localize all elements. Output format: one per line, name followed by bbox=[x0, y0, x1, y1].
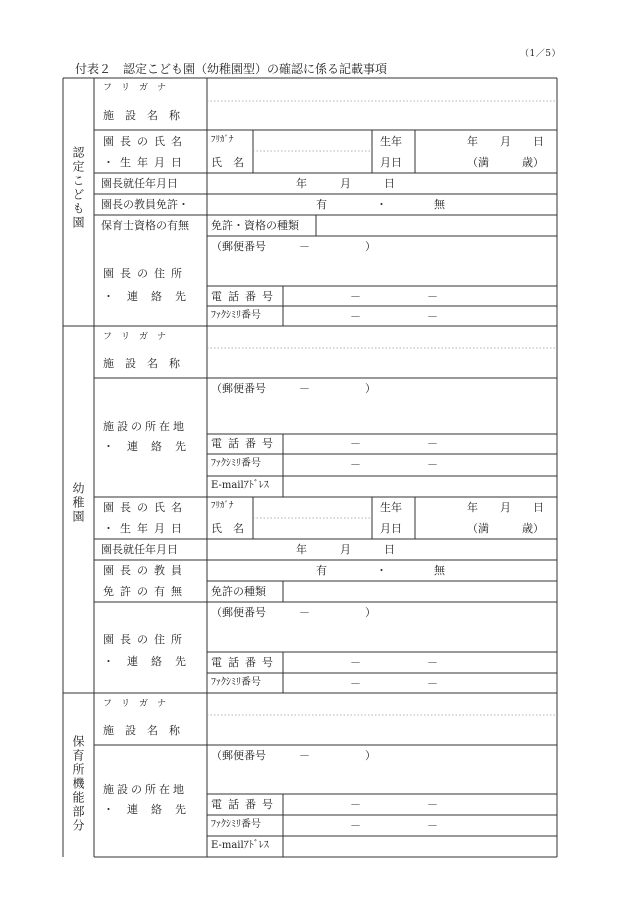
label-furigana-small: ﾌﾘｶﾞﾅ bbox=[211, 135, 234, 145]
label-yubin: （郵便番号 － ） bbox=[211, 749, 376, 762]
section-yochien-label: 幼稚園 bbox=[71, 482, 85, 524]
value-fax-dashes: － － bbox=[350, 458, 438, 471]
value-fax-dashes: － － bbox=[350, 819, 438, 832]
label-shozai-l1: 施設の所在地 bbox=[103, 783, 187, 796]
label-fax: ﾌｧｸｼﾐﾘ番号 bbox=[211, 819, 261, 830]
label-email: E-mailｱﾄﾞﾚｽ bbox=[211, 480, 269, 491]
label-furigana-small: ﾌﾘｶﾞﾅ bbox=[211, 501, 234, 511]
label-kyoin2-l1: 園長の教員 bbox=[103, 564, 188, 577]
label-yubin: （郵便番号 － ） bbox=[211, 382, 376, 395]
label-encho-name: 園長の氏名 bbox=[103, 135, 188, 148]
label-shisetsu-name: 施 設 名 称 bbox=[103, 724, 180, 737]
label-kyoin-l1: 園長の教員免許・ bbox=[101, 198, 189, 211]
label-yubin: （郵便番号 － ） bbox=[211, 606, 376, 619]
value-tel-dashes: － － bbox=[350, 437, 438, 450]
label-shozai-l2: ・連絡先 bbox=[103, 803, 199, 816]
option-mu[interactable]: 無 bbox=[434, 198, 445, 211]
label-tel: 電話番号 bbox=[211, 656, 279, 669]
value-tel-dashes: － － bbox=[350, 656, 438, 669]
label-shimei: 氏 名 bbox=[211, 522, 244, 535]
label-shunin: 園長就任年月日 bbox=[101, 543, 178, 556]
label-gappi: 月日 bbox=[380, 156, 402, 169]
section-hoikusho-label: 保育所機能部分 bbox=[71, 735, 85, 833]
option-yu[interactable]: 有 bbox=[316, 198, 327, 211]
label-shozai-l2: ・連絡先 bbox=[103, 440, 199, 453]
label-shikaku-kind: 免許・資格の種類 bbox=[211, 219, 299, 232]
value-age: （満 歳） bbox=[467, 522, 544, 535]
label-fax: ﾌｧｸｼﾐﾘ番号 bbox=[211, 677, 261, 688]
value-shunin-date: 年 月 日 bbox=[296, 177, 395, 190]
value-tel-dashes: － － bbox=[350, 798, 438, 811]
option-yu[interactable]: 有 bbox=[316, 564, 327, 577]
option-dot: ・ bbox=[376, 564, 387, 577]
label-seinen: 生年 bbox=[380, 501, 402, 514]
label-yubin: （郵便番号 － ） bbox=[211, 240, 376, 253]
label-fax: ﾌｧｸｼﾐﾘ番号 bbox=[211, 458, 261, 469]
label-shisetsu-name: 施 設 名 称 bbox=[103, 109, 180, 122]
option-mu[interactable]: 無 bbox=[434, 564, 445, 577]
label-shisetsu-name: 施 設 名 称 bbox=[103, 357, 180, 370]
label-jusho-l1: 園長の住所 bbox=[103, 267, 188, 280]
label-tel: 電話番号 bbox=[211, 437, 279, 450]
label-furigana: フ リ ガ ナ bbox=[103, 699, 167, 709]
value-fax-dashes: － － bbox=[350, 310, 438, 323]
label-kyoin2-l2: 免許の有無 bbox=[103, 585, 188, 598]
label-furigana: フ リ ガ ナ bbox=[103, 83, 167, 93]
value-shunin-date: 年 月 日 bbox=[296, 543, 395, 556]
label-seinen: 生年 bbox=[380, 135, 402, 148]
label-jusho-l2: ・連絡先 bbox=[103, 290, 199, 303]
value-birth-date: 年 月 日 bbox=[467, 135, 544, 148]
label-email: E-mailｱﾄﾞﾚｽ bbox=[211, 840, 269, 851]
label-shunin: 園長就任年月日 bbox=[101, 177, 178, 190]
label-encho-birth: ・生年月日 bbox=[103, 156, 188, 169]
label-shimei: 氏 名 bbox=[211, 156, 244, 169]
value-fax-dashes: － － bbox=[350, 677, 438, 690]
label-menkyo-kind: 免許の種類 bbox=[211, 585, 266, 598]
label-jusho-l1: 園長の住所 bbox=[103, 633, 188, 646]
section-nintei-label: 認定こども園 bbox=[71, 146, 85, 230]
label-jusho-l2: ・連絡先 bbox=[103, 655, 199, 668]
value-age: （満 歳） bbox=[467, 156, 544, 169]
label-tel: 電話番号 bbox=[211, 798, 279, 811]
page-title: 付表２ 認定こども園（幼稚園型）の確認に係る記載事項 bbox=[75, 62, 388, 76]
label-furigana: フ リ ガ ナ bbox=[103, 332, 167, 342]
value-birth-date: 年 月 日 bbox=[467, 501, 544, 514]
page-indicator: （1／5） bbox=[520, 49, 561, 59]
label-shozai-l1: 施設の所在地 bbox=[103, 420, 187, 433]
label-tel: 電話番号 bbox=[211, 290, 279, 303]
label-encho-birth: ・生年月日 bbox=[103, 522, 188, 535]
label-fax: ﾌｧｸｼﾐﾘ番号 bbox=[211, 310, 261, 321]
label-gappi: 月日 bbox=[380, 522, 402, 535]
label-encho-name: 園長の氏名 bbox=[103, 501, 188, 514]
value-tel-dashes: － － bbox=[350, 290, 438, 303]
option-dot: ・ bbox=[376, 198, 387, 211]
label-kyoin-l2: 保育士資格の有無 bbox=[101, 219, 189, 232]
